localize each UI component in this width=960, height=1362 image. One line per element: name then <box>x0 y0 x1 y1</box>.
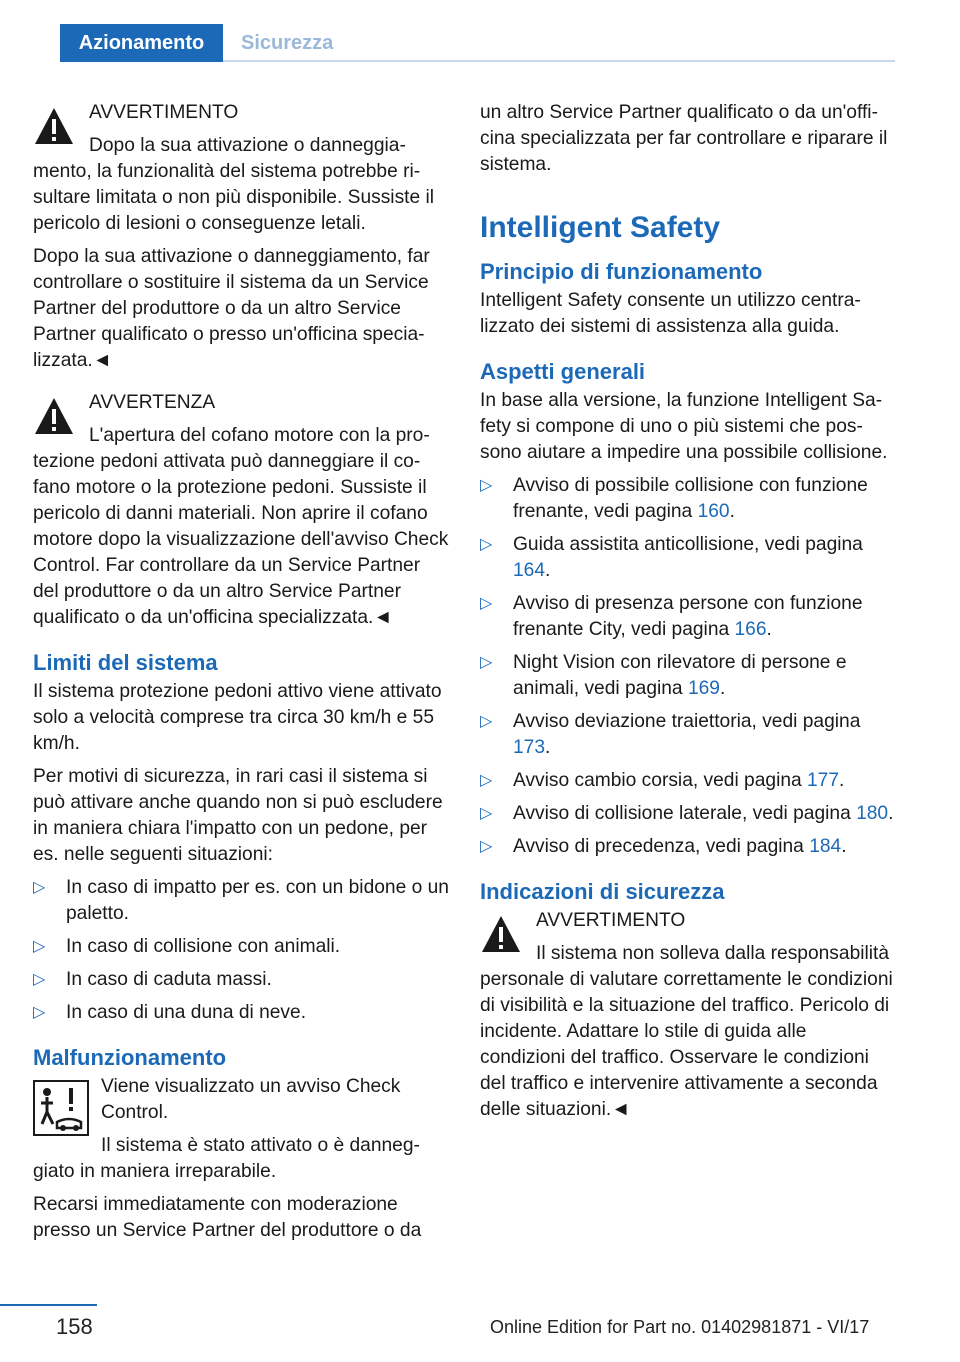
list-item: ▷ Avviso di precedenza, vedi pagina 184. <box>480 834 896 860</box>
pedestrian-warning-icon <box>33 1080 89 1136</box>
page-link[interactable]: 184 <box>809 836 842 857</box>
bullet-icon: ▷ <box>480 805 493 822</box>
tab-sicurezza[interactable]: Sicurezza <box>241 31 334 54</box>
header-rule <box>223 60 895 62</box>
paragraph: In base alla versione, la funzione Intelligent Safety si compone di uno o più sistemi che possono aiutare a impedire una possibile collisione. <box>480 390 888 463</box>
page-link[interactable]: 169 <box>687 678 720 699</box>
bullet-icon: ▷ <box>480 477 493 494</box>
page-link[interactable]: 177 <box>807 770 840 791</box>
heading-sicurezza: Indicazioni di sicurezza <box>480 879 725 904</box>
systems-list <box>480 473 896 860</box>
warning-triangle-icon <box>33 106 75 148</box>
page-link[interactable]: 160 <box>697 501 730 522</box>
tab-azionamento[interactable]: Azionamento <box>60 24 223 62</box>
footer-rule <box>0 1304 97 1306</box>
list-item: ▷ In caso di caduta massi. <box>33 967 449 993</box>
paragraph: Dopo la sua attivazione o danneggiamento, far controllare o sostituire il sistema da un Service Partner del produttore o da un altro Service Partner qualificato o presso un'officina specializzata.◄ <box>33 246 430 371</box>
paragraph: un altro Service Partner qualificato o da un'officina specializzata per far controllare e riparare il sistema. <box>480 102 888 175</box>
bullet-icon: ▷ <box>33 971 46 988</box>
warning-title: AVVERTIMENTO <box>536 910 686 931</box>
warning-block-1 <box>33 100 449 237</box>
warning-block-2 <box>33 390 449 631</box>
list-item: ▷ In caso di una duna di neve. <box>33 1000 449 1026</box>
warning-text: Il sistema non solleva dalla responsabilità personale di valutare correttamente le condizioni di visibilità e la situazione del traffico. Pericolo di incidente. Adattare lo stile di guida alle condizioni del traffico. Osservare le condizioni del traffico e intervenire attivamente a seconda delle situazioni.◄ <box>480 943 893 1120</box>
limiti-list <box>33 875 449 1026</box>
warning-text: Dopo la sua attivazione o danneggiamento, la funzionalità del sistema potrebbe risultare limitata o non più disponibile. Sussiste il pericolo di lesioni o conseguenze letali. <box>33 135 435 234</box>
bullet-icon: ▷ <box>480 595 493 612</box>
paragraph: Il sistema è stato attivato o è danneggiato in maniera irreparabile. <box>33 1135 420 1182</box>
bullet-icon: ▷ <box>480 838 493 855</box>
list-item: ▷ In caso di collisione con animali. <box>33 934 449 960</box>
bullet-icon: ▷ <box>480 654 493 671</box>
page-link[interactable]: 164 <box>513 560 546 581</box>
list-item: ▷ Avviso di possibile collisione con funzione frenante, vedi pagina 160. <box>480 475 868 522</box>
warning-triangle-icon <box>480 914 522 956</box>
list-item: ▷ Avviso di collisione laterale, vedi pagina 180. <box>480 801 896 827</box>
list-item: ▷ Avviso di presenza persone con funzione frenante City, vedi pagina 166. <box>480 593 863 640</box>
list-item: ▷ Night Vision con rilevatore di persone e animali, vedi pagina 169. <box>480 652 847 699</box>
page-link[interactable]: 173 <box>513 737 546 758</box>
page-number: 158 <box>56 1314 93 1339</box>
heading-principio: Principio di funzionamento <box>480 259 763 284</box>
bullet-icon: ▷ <box>480 772 493 789</box>
warning-title: AVVERTENZA <box>89 392 216 413</box>
warning-block-3 <box>480 908 896 1123</box>
page-link[interactable]: 166 <box>734 619 767 640</box>
paragraph: Viene visualizzato un avviso Check Control. <box>101 1076 401 1123</box>
heading-intelligent-safety: Intelligent Safety <box>480 211 721 244</box>
warning-text: L'apertura del cofano motore con la protezione pedoni attivata può danneggiare il cofano motore o la protezione pedoni. Sussiste il pericolo di danni materiali. Non aprire il cofano motore dopo la visualizzazione dell'avviso Check Control. Far controllare da un Service Partner del produttore o da un altro Service Partner qualificato o da un'officina specializzata.◄ <box>33 425 449 628</box>
page-link[interactable]: 180 <box>856 803 889 824</box>
heading-aspetti: Aspetti generali <box>480 359 646 384</box>
right-column <box>480 100 896 1130</box>
paragraph: Il sistema protezione pedoni attivo viene attivato solo a velocità comprese tra circa 30 km/h e 55 km/h. <box>33 681 442 754</box>
warning-triangle-icon <box>33 396 75 438</box>
warning-title: AVVERTIMENTO <box>89 102 239 123</box>
malfunction-block <box>33 1074 449 1185</box>
heading-malfunzionamento: Malfunzionamento <box>33 1045 227 1070</box>
bullet-icon: ▷ <box>33 879 46 896</box>
bullet-icon: ▷ <box>33 938 46 955</box>
bullet-icon: ▷ <box>480 536 493 553</box>
heading-limiti: Limiti del sistema <box>33 650 218 675</box>
paragraph: Recarsi immediatamente con moderazione presso un Service Partner del produttore o da <box>33 1194 422 1241</box>
list-item: ▷ Avviso deviazione traiettoria, vedi pagina 173. <box>480 711 861 758</box>
paragraph: Per motivi di sicurezza, in rari casi il sistema si può attivare anche quando non si può escludere in maniera chiara l'impatto con un pedone, per es. nelle seguenti situazioni: <box>33 766 443 865</box>
paragraph: Intelligent Safety consente un utilizzo centralizzato dei sistemi di assistenza alla guida. <box>480 290 861 337</box>
list-item: ▷ Guida assistita anticollisione, vedi pagina 164. <box>480 534 863 581</box>
left-column <box>33 100 449 1251</box>
list-item: ▷ Avviso cambio corsia, vedi pagina 177. <box>480 768 896 794</box>
edition-text: Online Edition for Part no. 01402981871 - VI/17 <box>490 1317 870 1337</box>
bullet-icon: ▷ <box>480 713 493 730</box>
list-item: ▷ In caso di impatto per es. con un bidone o un paletto. <box>33 877 449 924</box>
bullet-icon: ▷ <box>33 1004 46 1021</box>
